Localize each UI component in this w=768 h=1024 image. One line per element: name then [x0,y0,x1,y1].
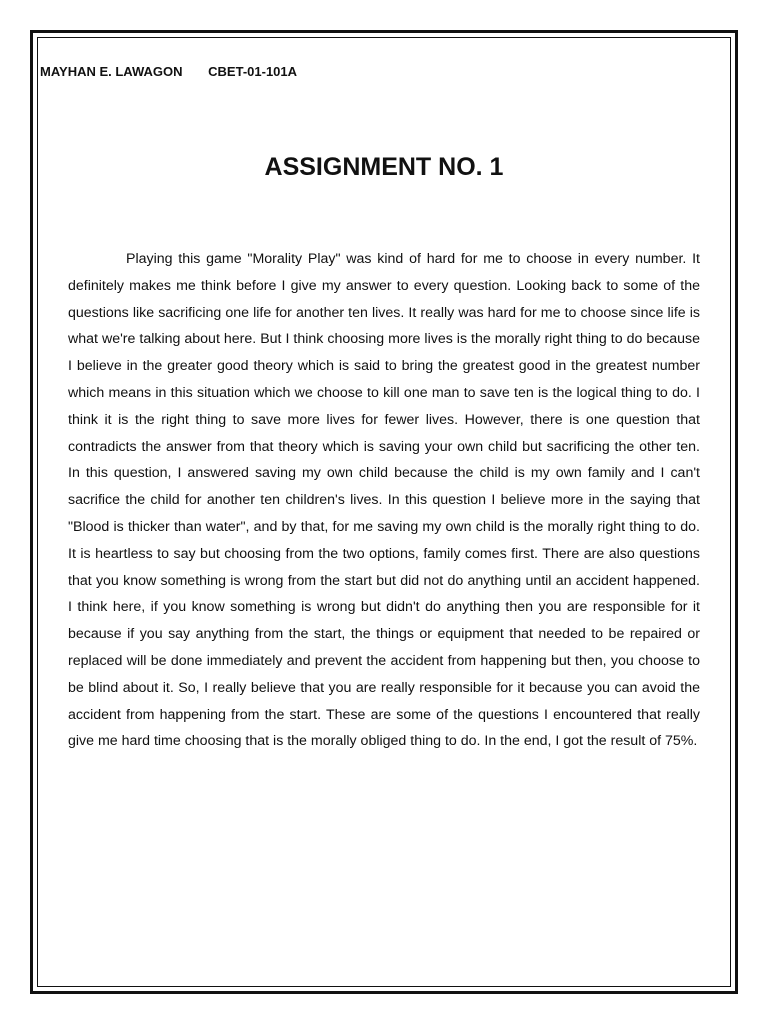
student-name: MAYHAN E. LAWAGON [40,64,183,79]
course-code: CBET-01-101A [208,64,298,79]
header-line [40,64,297,79]
document-title: ASSIGNMENT NO. 1 [264,153,504,181]
body-paragraph: Playing this game "Morality Play" was kind of hard for me to choose in every number. It definitely makes me think before I give my answer to every question. Looking back to some of the questions like sacrificing one life for another ten lives. It really was hard for me to choose since life is what we're talking about here. But I think choosing more lives is the morally right thing to do because I believe in the greater good theory which is said to bring the greatest good in the greatest number which means in this situation which we choose to kill one man to save ten is the logical thing to do. I think it is the right thing to save more lives for fewer lives. However, there is one question that contradicts the answer from that theory which is saving your own child but sacrificing the other ten. In this question, I answered saving my own child because the child is my own family and I can't sacrifice the child for another ten children's lives. In this question I believe more in the saying that "Blood is thicker than water", and by that, for me saving my own child is the morally right thing to do. It is heartless to say but choosing from the two options, family comes first. There are also questions that you know something is wrong from the start but did not do anything until an accident happened. I think here, if you know something is wrong but didn't do anything then you are responsible for it because if you say anything from the start, the things or equipment that needed to be repaired or replaced will be done immediately and prevent the accident from happening but then, you choose to be blind about it. So, I really believe that you are really responsible for it because you can avoid the accident from happening from the start. These are some of the questions I encountered that really give me hard time choosing that is the morally obliged thing to do. In the end, I got the result of 75%. [68,251,700,750]
